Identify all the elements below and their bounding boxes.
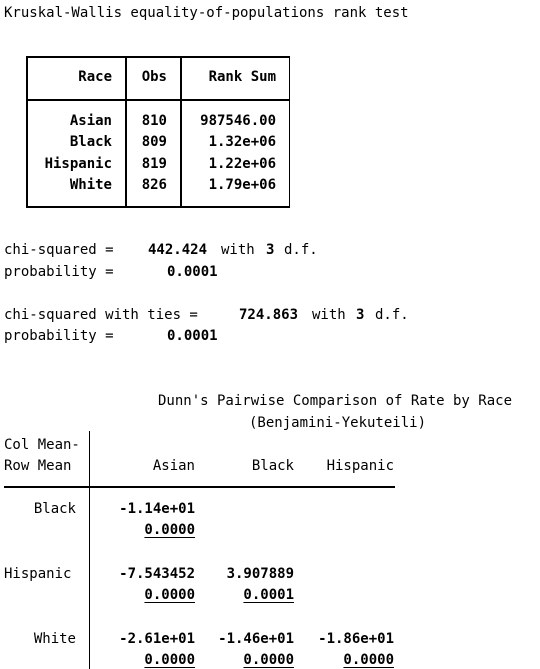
kw-cell-obs: 819 xyxy=(141,156,167,172)
dunn-row-label: Hispanic xyxy=(4,566,72,582)
kw-title: Kruskal-Wallis equality-of-populations rank test xyxy=(4,5,409,21)
kw-cell-race: Black xyxy=(69,134,112,150)
dunn-stat: -1.86e+01 xyxy=(318,631,394,647)
chi-squared-label: chi-squared = xyxy=(4,242,114,258)
with-label: with xyxy=(221,242,255,258)
dunn-p-value: 0.0000 xyxy=(144,587,195,603)
dunn-stat: -2.61e+01 xyxy=(119,631,195,647)
dunn-stat: 3.907889 xyxy=(226,566,294,582)
dunn-row-label: White xyxy=(33,631,76,647)
kw-header-obs: Obs xyxy=(141,69,167,85)
kw-table-divider-1 xyxy=(125,56,127,207)
dunn-col-header: Asian xyxy=(152,458,195,474)
dunn-col-header: Black xyxy=(251,458,294,474)
probability-label: probability = xyxy=(4,328,114,344)
kw-cell-rank-sum: 1.32e+06 xyxy=(208,134,276,150)
kw-cell-obs: 810 xyxy=(141,113,167,129)
dunn-stat: -1.14e+01 xyxy=(119,501,195,517)
dunn-stat: -1.46e+01 xyxy=(218,631,294,647)
dunn-title: Dunn's Pairwise Comparison of Rate by Race xyxy=(158,393,513,409)
chi-squared-value: 442.424 xyxy=(148,242,208,258)
dunn-vertical-divider xyxy=(89,431,91,669)
degrees-of-freedom: 3 xyxy=(356,307,365,323)
kw-cell-race: Hispanic xyxy=(44,156,112,172)
probability-value: 0.0001 xyxy=(167,328,218,344)
dunn-stat: -7.543452 xyxy=(119,566,195,582)
kw-cell-obs: 826 xyxy=(141,177,167,193)
chi-squared-ties-value: 724.863 xyxy=(239,307,299,323)
kw-table-bottom-border xyxy=(26,206,290,208)
dunn-subtitle: (Benjamini-Yekuteili) xyxy=(249,415,427,431)
dunn-row-label: Black xyxy=(33,501,76,517)
df-label: d.f. xyxy=(284,242,318,258)
probability-value: 0.0001 xyxy=(167,264,218,280)
dunn-col-header: Hispanic xyxy=(326,458,394,474)
df-label: d.f. xyxy=(375,307,409,323)
kw-table-right-border xyxy=(289,56,291,207)
kw-cell-obs: 809 xyxy=(141,134,167,150)
kw-cell-race: Asian xyxy=(69,113,112,129)
kw-cell-rank-sum: 1.22e+06 xyxy=(208,156,276,172)
dunn-corner-label-col: Col Mean- xyxy=(4,437,80,453)
probability-label: probability = xyxy=(4,264,114,280)
kw-table-left-border xyxy=(26,56,28,207)
dunn-p-value: 0.0000 xyxy=(243,652,294,668)
kw-table-top-border xyxy=(26,56,290,58)
kw-table-divider-2 xyxy=(180,56,182,207)
chi-squared-ties-label: chi-squared with ties = xyxy=(4,307,198,323)
kw-cell-race: White xyxy=(69,177,112,193)
dunn-p-value: 0.0000 xyxy=(144,652,195,668)
kw-table-header-divider xyxy=(26,99,290,101)
dunn-p-value: 0.0000 xyxy=(144,522,195,538)
dunn-p-value: 0.0001 xyxy=(243,587,294,603)
dunn-header-divider xyxy=(4,486,395,488)
kw-cell-rank-sum: 987546.00 xyxy=(200,113,276,129)
degrees-of-freedom: 3 xyxy=(266,242,275,258)
dunn-p-value: 0.0000 xyxy=(343,652,394,668)
kw-header-rank-sum: Rank Sum xyxy=(208,69,276,85)
kw-cell-rank-sum: 1.79e+06 xyxy=(208,177,276,193)
dunn-corner-label-row: Row Mean xyxy=(4,458,72,474)
kw-header-race: Race xyxy=(78,69,112,85)
with-label: with xyxy=(312,307,346,323)
